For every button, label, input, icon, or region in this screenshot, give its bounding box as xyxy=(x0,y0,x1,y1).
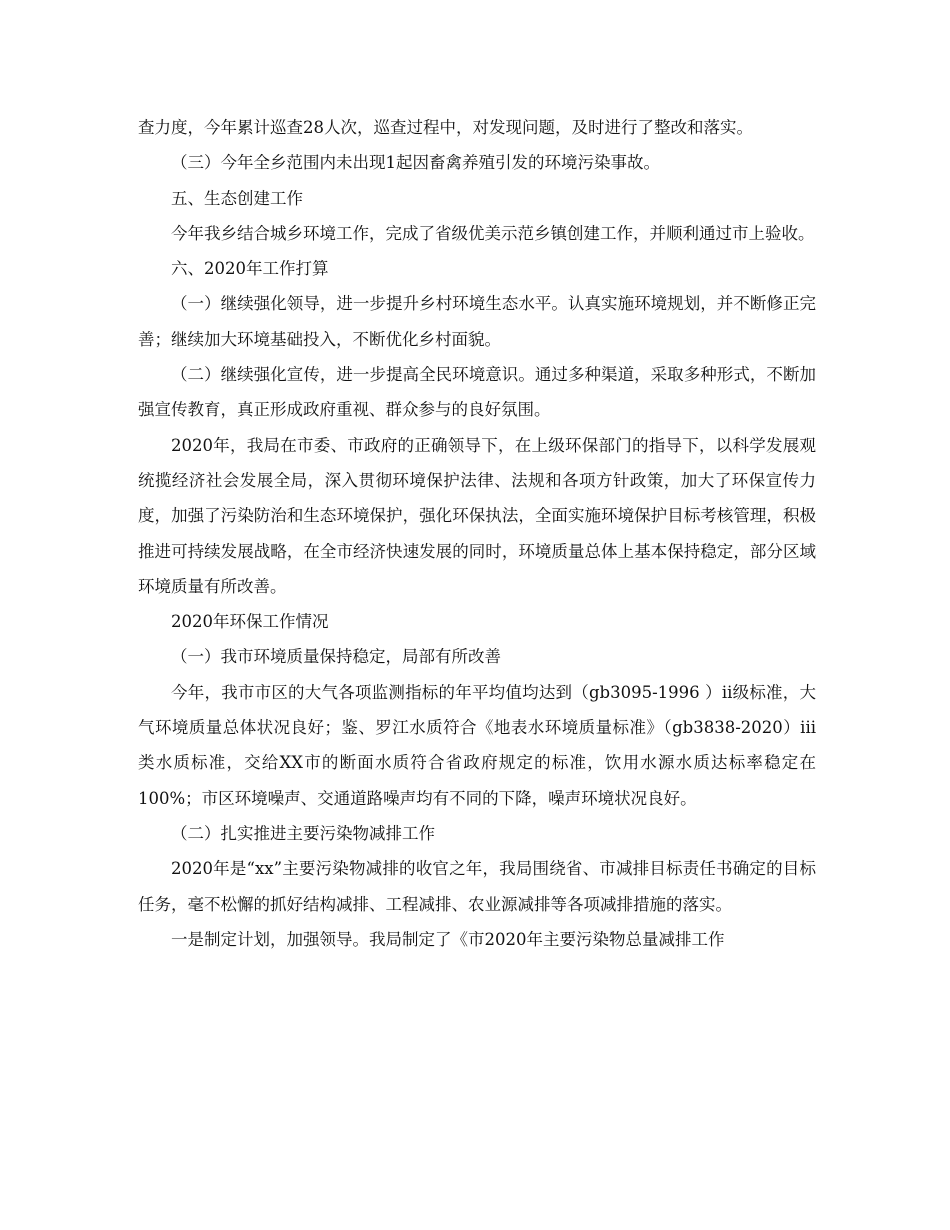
paragraph-emission-reduction-targets: 2020年是“xx”主要污染物减排的收官之年，我局围绕省、市减排目标责任书确定的目标任务，毫不松懈的抓好结构减排、工程减排、农业源减排等各项减排措施的落实。 xyxy=(138,859,816,914)
heading-ecological-creation: 五、生态创建工作 xyxy=(171,188,303,208)
paragraph-inspection-continued: 查力度，今年累计巡查28人次，巡查过程中，对发现问题，及时进行了整改和落实。 xyxy=(138,118,753,137)
heading-environment-quality-stable: （一）我市环境质量保持稳定，局部有所改善 xyxy=(171,647,501,667)
paragraph-air-water-quality: 今年，我市市区的大气各项监测指标的年平均值均达到（gb3095-1996 ）ii级标准，大气环境质量总体状况良好；鉴、罗江水质符合《地表水环境质量标准》（gb3838-2020）iii类水质标准，交给XX市的断面水质符合省政府规定的标准，饮用水源水质达标率稳定在100%；市区环境噪声、交通道路噪声均有不同的下降，噪声环境状况良好。 xyxy=(138,682,816,808)
document-body xyxy=(138,110,816,957)
heading-environmental-work-status: 2020年环保工作情况 xyxy=(171,612,329,632)
paragraph-bureau-summary: 2020年，我局在市委、市政府的正确领导下，在上级环保部门的指导下，以科学发展观统揽经济社会发展全局，深入贯彻环境保护法律、法规和各项方针政策，加大了环保宣传力度，加强了污染防治和生态环境保护，强化环保执法，全面实施环境保护目标考核管理，积极推进可持续发展战略，在全市经济快速发展的同时，环境质量总体上基本保持稳定，部分区域环境质量有所改善。 xyxy=(138,435,816,596)
paragraph-plan-publicity: （二）继续强化宣传，进一步提高全民环境意识。通过多种渠道，采取多种形式，不断加强宣传教育，真正形成政府重视、群众参与的良好氛围。 xyxy=(138,365,816,420)
paragraph-plan-leadership: （一）继续强化领导，进一步提升乡村环境生态水平。认真实施环境规划，并不断修正完善；继续加大环境基础投入，不断优化乡村面貌。 xyxy=(138,294,816,349)
paragraph-plan-formulation: 一是制定计划，加强领导。我局制定了《市2020年主要污染物总量减排工作 xyxy=(171,929,725,949)
heading-emission-reduction: （二）扎实推进主要污染物减排工作 xyxy=(171,823,435,843)
heading-work-plan: 六、2020年工作打算 xyxy=(171,259,329,279)
paragraph-ecological-creation: 今年我乡结合城乡环境工作，完成了省级优美示范乡镇创建工作，并顺利通过市上验收。 xyxy=(171,223,815,243)
paragraph-livestock-pollution: （三）今年全乡范围内未出现1起因畜禽养殖引发的环境污染事故。 xyxy=(171,153,660,173)
